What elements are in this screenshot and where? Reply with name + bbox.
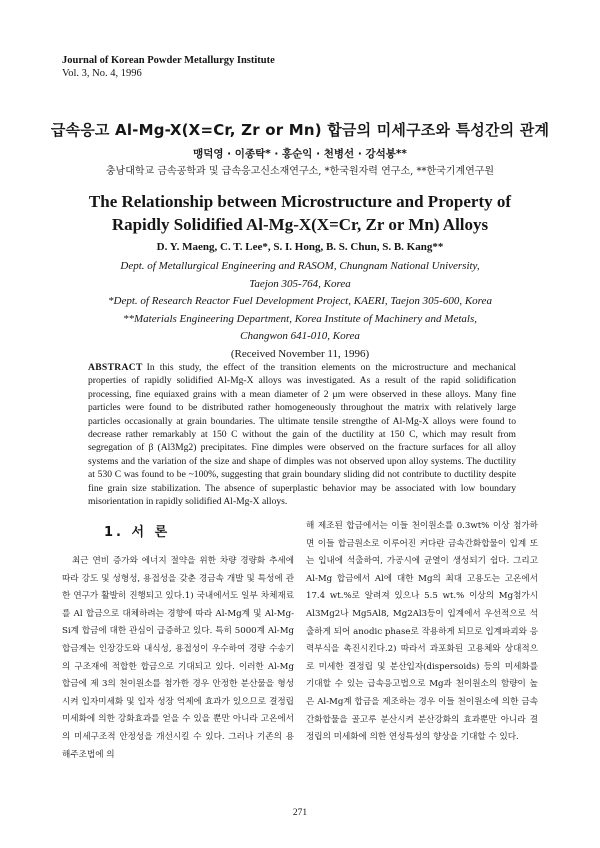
left-column xyxy=(62,553,294,764)
english-title xyxy=(0,190,600,236)
affiliation-line-1: Dept. of Metallurgical Engineering and RASOM, Chungnam National University, xyxy=(120,260,480,272)
affiliation-line-2: Taejon 305-764, Korea xyxy=(249,277,351,290)
abstract xyxy=(88,361,516,508)
korean-authors: 맹덕영 · 이종탁* · 홍순익 · 천병선 · 강석봉** xyxy=(193,148,407,160)
affiliation-line-3: *Dept. of Research Reactor Fuel Development Project, KAERI, Taejon 305-600, Korea xyxy=(108,295,492,307)
abstract-label: ABSTRACT xyxy=(88,362,143,373)
affiliation-line-4: **Materials Engineering Department, Korea Institute of Machinery and Metals, xyxy=(123,312,477,325)
journal-header xyxy=(62,54,275,80)
abstract-text: In this study, the effect of the transition elements on the microstructure and mechanical properties of rapidly solidified Al-Mg-X alloys was investigated. As a result of the rapid solidification processing, fine equiaxed grains with a mean diameter of 2 μm were observed in these alloys. Many fine particles were found to be distributed rather homogeneously throughout the matrix with relatively large particles occasionally at grain boundaries. The ultimate tensile strengthe of Al-Mg-X alloys were found to decrease rather remarkably at 150 C without the gain of the ductility at 150 C, which may result from segregation of β (Al3Mg2) precipitates. Fine dimples were observed on the fracture surfaces for all alloy systems and the variation of the size and shape of dimples was not observed upon alloy systems. The ductility at 530 C was found to be ~100%, suggesting that grain boundary sliding did not contribute to ductility despite fine grain size stabilization. The absence of superplastic behavior may be associated with low boundary misorientation in rapidly solidified Al-Mg-X alloys. xyxy=(88,362,516,508)
english-title-line-1: The Relationship between Microstructure and Property of xyxy=(88,192,512,211)
journal-name: Journal of Korean Powder Metallurgy Institute xyxy=(62,55,275,66)
introduction-paragraph-left: 최근 연비 증가와 에너지 절약을 위한 차량 경량화 추세에 따라 강도 및 성형성, 용접성을 갖춘 경금속 개발 및 특성에 관한 연구가 활발히 진행되고 있다.1) 국내에서도 일부 차체재료를 Al 합금으로 대체하려는 경향에 따라 Al-Mg계 및 Al-Mg-Si계 합금에 대한 관심이 급증하고 있다. 특히 5000계 Al-Mg 합금계는 인장강도와 내식성, 용접성이 우수하여 경량 수송기의 구조재에 적합한 합금으로 기대되고 있다. 이러한 Al-Mg 합금에 제 3의 천이원소를 첨가한 경우 안정한 분산물을 형성시켜 입자미세화 및 입자 성장 억제에 효과가 있으므로 결정립미세화에 의한 강화효과를 얻을 수 있을 뿐만 아니라 고온에서의 미세구조적 안정성을 개선시킬 수 있다. 그러나 기존의 용해주조법에 의 xyxy=(62,556,294,760)
received-date: (Received November 11, 1996) xyxy=(230,347,370,360)
english-title-line-2: Rapidly Solidified Al-Mg-X(X=Cr, Zr or Mn) Alloys xyxy=(111,215,489,234)
english-affiliations xyxy=(0,258,600,363)
section-heading-introduction: 1. 서 론 xyxy=(104,525,171,540)
page-number: 271 xyxy=(292,808,308,818)
right-column xyxy=(306,518,538,747)
korean-title: 급속응고 Al-Mg-X(X=Cr, Zr or Mn) 합금의 미세구조와 특성간의 관계 xyxy=(50,121,550,139)
affiliation-line-5: Changwon 641-010, Korea xyxy=(240,330,360,342)
english-authors: D. Y. Maeng, C. T. Lee*, S. I. Hong, B. S. Chun, S. B. Kang** xyxy=(156,241,444,253)
introduction-paragraph-right: 해 제조된 합금에서는 이들 천이원소를 0.3wt% 이상 첨가하면 이들 합금원소로 이루어진 커다란 금속간화합물이 입계 또는 입내에 석출하여, 가공시에 균열이 생성되기 쉽다. 그리고 Al-Mg 합금에서 Al에 대한 Mg의 최대 고용도는 고온에서 17.4 wt.%로 알려져 있으나 5.5 wt.% 이상의 Mg첨가시 Al3Mg2나 Mg5Al8, Mg2Al3등이 입계에서 우선적으로 석출하게 되어 anodic phase로 작용하게 되므로 입계파괴와 응력부식을 촉진시킨다.2) 따라서 과포화된 고용체와 상대적으로 미세한 결정립 및 분산입자(dispersoids) 등의 미세화를 기대할 수 있는 급속응고법으로 Mg과 천이원소의 함량이 높은 Al-Mg계 합금을 제조하는 경우 이들 천이원소에 의한 금속간화합물을 골고루 분산시켜 분산강화의 효과뿐만 아니라 결정립의 미세화에 의한 연성특성의 향상을 기대할 수 있다. xyxy=(306,521,538,743)
korean-affiliation: 충남대학교 금속공학과 및 급속응고신소재연구소, *한국원자력 연구소, **한국기계연구원 xyxy=(105,166,495,177)
journal-volume: Vol. 3, No. 4, 1996 xyxy=(62,68,142,79)
